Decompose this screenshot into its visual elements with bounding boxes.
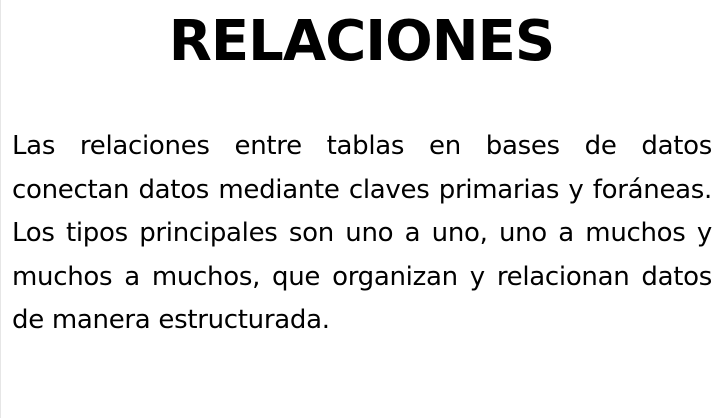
page-title: RELACIONES bbox=[168, 9, 555, 74]
body-paragraph: Las relaciones entre tablas en bases de datos conectan datos mediante claves primarias y foráneas. Los tipos principales son uno a uno, uno a muchos y muchos a muchos, que organizan y relacionan datos de manera estructurada. bbox=[12, 131, 712, 335]
